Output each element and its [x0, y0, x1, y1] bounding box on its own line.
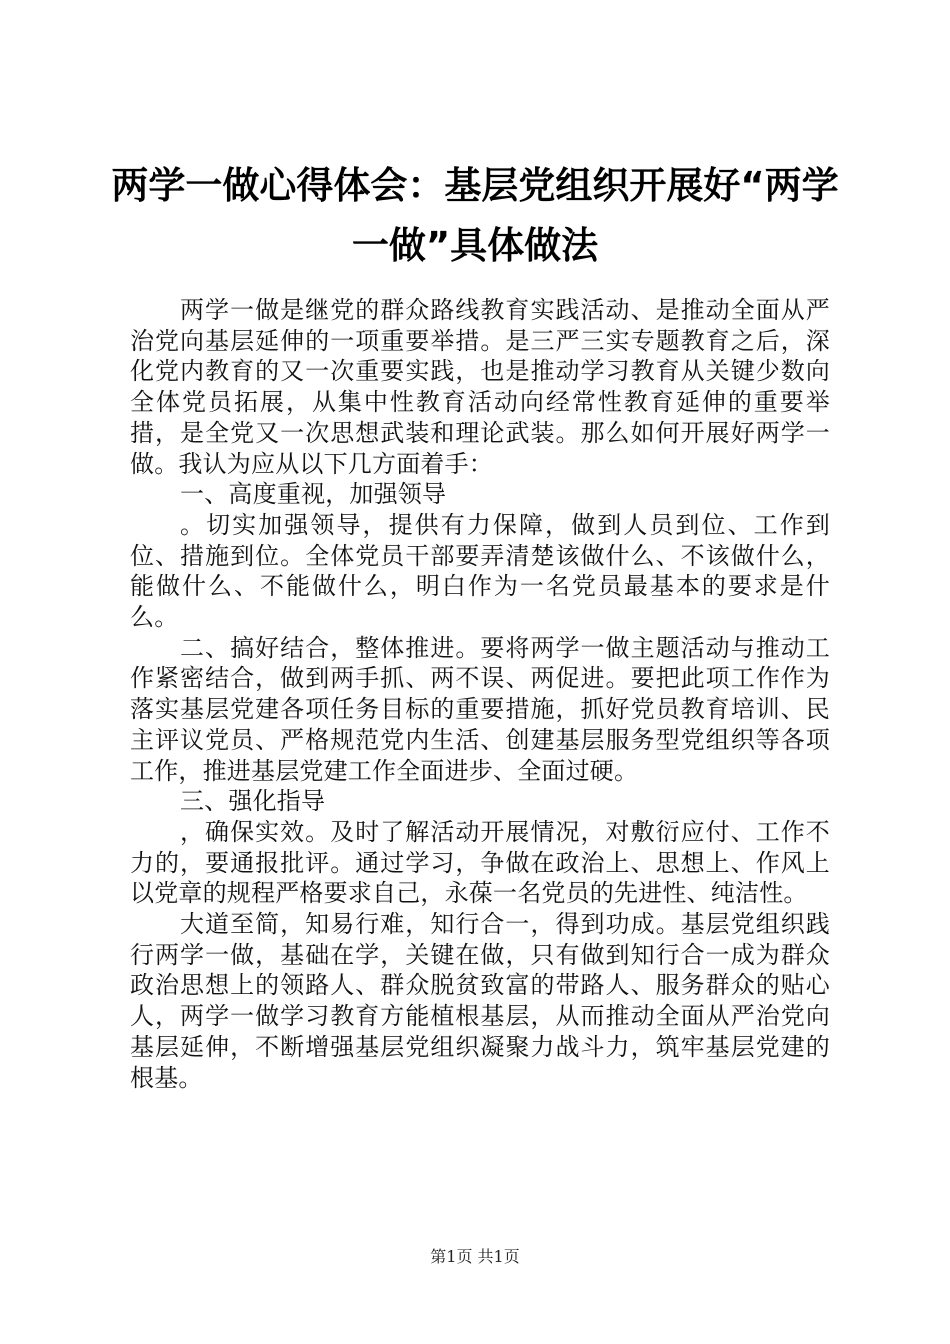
- section-heading-1: 一、高度重视，加强领导: [180, 480, 447, 509]
- document-body: [130, 295, 830, 1093]
- document-title: 两学一做心得体会：基层党组织开展好“两学一做”具体做法: [111, 164, 839, 267]
- section-heading-3: 三、强化指导: [180, 787, 326, 816]
- conclusion-paragraph: 大道至简，知易行难，知行合一，得到功成。基层党组织践行两学一做，基础在学，关键在做，只有做到知行合一成为群众政治思想上的领路人、群众脱贫致富的带路人、服务群众的贴心人，两学一做学习教育方能植根基层，从而推动全面从严治党向基层延伸，不断增强基层党组织凝聚力战斗力，筑牢基层党建的根基。: [130, 910, 830, 1092]
- intro-paragraph: 两学一做是继党的群众路线教育实践活动、是推动全面从严治党向基层延伸的一项重要举措。是三严三实专题教育之后，深化党内教育的又一次重要实践，也是推动学习教育从关键少数向全体党员拓展，从集中性教育活动向经常性教育延伸的重要举措，是全党又一次思想武装和理论武装。那么如何开展好两学一做。我认为应从以下几方面着手：: [130, 296, 830, 478]
- section-paragraph-2: 二、搞好结合，整体推进。要将两学一做主题活动与推动工作紧密结合，做到两手抓、两不误、两促进。要把此项工作作为落实基层党建各项任务目标的重要措施，抓好党员教育培训、民主评议党员、严格规范党内生活、创建基层服务型党组织等各项工作，推进基层党建工作全面进步、全面过硬。: [130, 633, 830, 785]
- page-number-footer: 第1页 共1页: [430, 1247, 520, 1266]
- section-body-1: 。切实加强领导，提供有力保障，做到人员到位、工作到位、措施到位。全体党员干部要弄清楚该做什么、不该做什么，能做什么、不能做什么，明白作为一名党员最基本的要求是什么。: [130, 510, 830, 632]
- section-body-3: ，确保实效。及时了解活动开展情况，对敷衍应付、工作不力的，要通报批评。通过学习，争做在政治上、思想上、作风上以党章的规程严格要求自己，永葆一名党员的先进性、纯洁性。: [130, 817, 830, 908]
